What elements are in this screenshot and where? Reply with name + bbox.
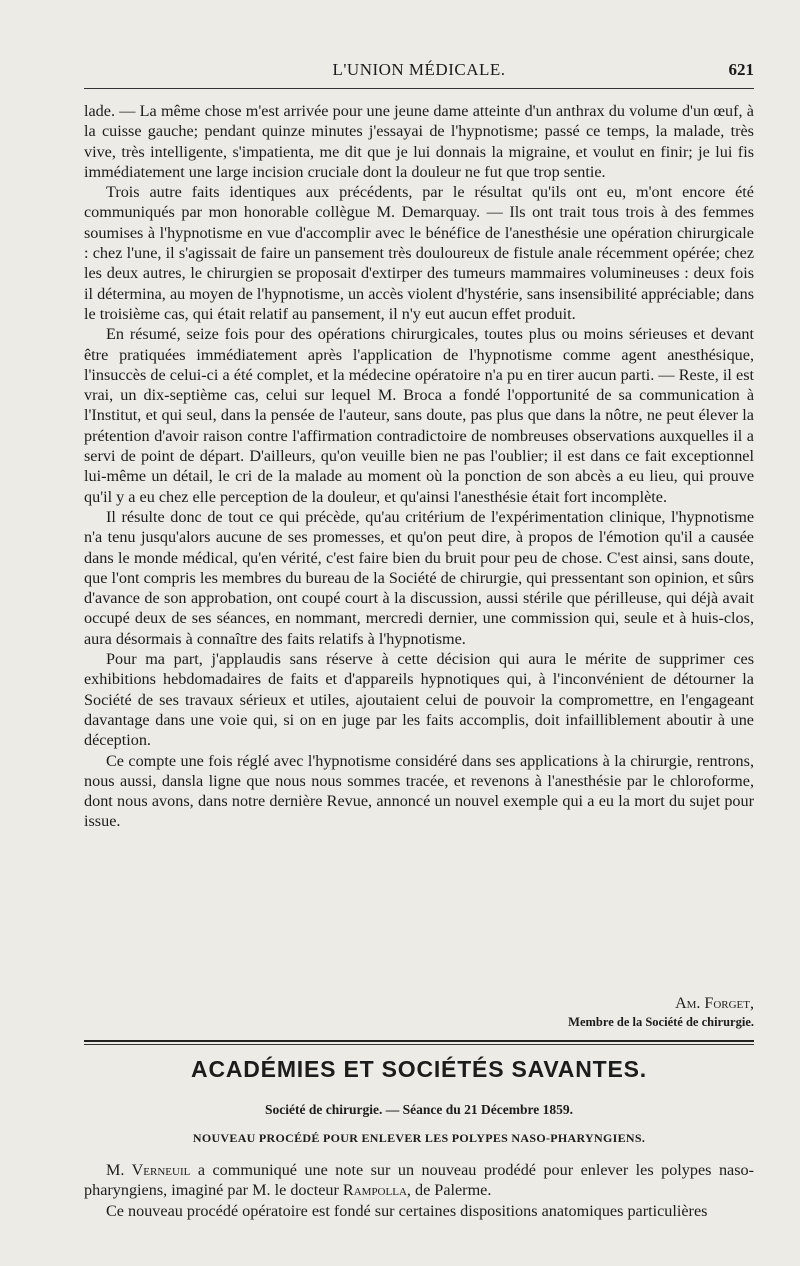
article-paragraph: Ce compte une fois réglé avec l'hypnotisme considéré dans ses applications à la chirurgie, rentrons, nous aussi, dansla ligne que nous nous sommes tracée, et revenons à l'anesthésie par le chloroforme, dont nous avons, dans notre dernière Revue, annoncé un nouvel exemple qui a eu la mort du sujet pour issue. [84,751,754,831]
article-paragraph: Pour ma part, j'applaudis sans réserve à cette décision qui aura le mérite de supprimer ces exhibitions hebdomadaires de faits et d'appareils hypnotiques qui, à l'inconvénient de détourner la Société de ses travaux sérieux et utiles, ajoutaient celui de pouvoir la compromettre, en l'engageant davantage dans une voie qui, si on en juge par les faits accomplis, doit infailliblement aboutir à une déception. [84,650,754,750]
article-paragraph: Trois autre faits identiques aux précédents, par le résultat qu'ils ont eu, m'ont encore été communiqués par mon honorable collègue M. Demarquay. — Ils ont trait tous trois à des femmes soumises à l'hypnotisme en vue d'accomplir avec le bénéfice de l'anesthésie une opération chirurgicale : chez l'une, il s'agissait de faire un pansement très douloureux de fistule anale récemment opérée; chez les deux autres, le chirurgien se proposait d'extirper des tumeurs mammaires volumineuses : deux fois il détermina, au moyen de l'hypnotisme, un accès violent d'hystérie, sans insensibilité appréciable; dans le troisième cas, qui était relatif au pansement, il n'y eut aucun effet produit. [84,183,754,323]
article-paragraph: Il résulte donc de tout ce qui précède, qu'au critérium de l'expérimentation clinique, l'hypnotisme n'a tenu jusqu'alors aucune de ses promesses, et qu'on peut dire, à propos de l'émotion qu'il a causée dans le monde médical, qu'en vérité, c'est faire bien du bruit pour peu de chose. C'est ainsi, sans doute, que l'ont compris les membres du bureau de la Société de chirurgie, qui pressentant son opinion, et sûrs d'avance de son approbation, ont coupé court à la discussion, aussi stérile que périlleuse, qui déjà avait occupé deux de ses séances, en nommant, mercredi dernier, une commission qui, seule et à huis-clos, aura désormais à connaître des faits relatifs à l'hypnotisme. [84,507,754,648]
running-title: L'UNION MÉDICALE. [332,60,506,79]
author-signature [84,994,754,1031]
page-number: 621 [728,60,754,79]
section-paragraph: M. Verneuil a communiqué une note sur un nouveau prodédé pour enlever les polypes naso-pharyngiens, imaginé par M. le docteur Rampolla, de Palerme. [84,1161,755,1200]
article-body [84,101,754,832]
doctor-name: Rampolla [342,1181,407,1200]
section-rule-top [84,1040,754,1042]
article-paragraph: lade. — La même chose m'est arrivée pour une jeune dame atteinte d'un anthrax du volume d'un œuf, à la cuisse gauche; pendant quinze minutes j'essayai de l'hypnotisme; passé ce temps, la malade, très vive, très intelligente, s'impatienta, me dit que je lui donnais la migraine, et voulut en finir; je lui fis immédiatement une large incision cruciale dont la douleur ne fut que trop sentie. [84,102,754,181]
subheading: NOUVEAU PROCÉDÉ POUR ENLEVER LES POLYPES NASO-PHARYNGIENS. [192,1131,646,1145]
section-rule-bottom [84,1044,754,1045]
speaker-name: M. Verneuil [106,1161,191,1179]
article-paragraph: En résumé, seize fois pour des opérations chirurgicales, toutes plus ou moins sérieuses et devant être pratiquées immédiatement après l'application de l'hypnotisme comme agent anesthésique, l'insuccès de celui-ci a été complet, et la médecine opératoire n'a pu en tirer aucun parti. — Reste, il est vrai, un dix-septième cas, celui sur lequel M. Broca a fondé l'opportunité de sa communication à l'Institut, et qui seul, dans la pensée de l'auteur, sans doute, pas plus que dans la nôtre, ne peut élever la prétention d'avoir raison contre l'affirmation contradictoire de nombreuses observations auxquelles il a servi de point de départ. D'ailleurs, qu'on veuille bien ne pas l'oublier; il est dans ce fait exceptionnel lui-même un détail, le cri de la malade au moment où la ponction de son abcès a eu lieu, qui prouve qu'il y a eu chez elle perception de la douleur, et qu'ainsi l'anesthésie était fort incomplète. [84,325,754,506]
author-role: Membre de la Société de chirurgie. [568,1015,754,1029]
session-line: Société de chirurgie. — Séance du 21 Décembre 1859. [265,1102,573,1117]
section-body [84,1160,754,1221]
section-title: ACADÉMIES ET SOCIÉTÉS SAVANTES. [191,1056,647,1082]
section-paragraph: Ce nouveau procédé opératoire est fondé sur certaines dispositions anatomiques particulières [106,1201,708,1220]
header-rule [84,88,754,89]
page-header [84,58,754,84]
author-name: Am. Forget, [675,995,754,1012]
